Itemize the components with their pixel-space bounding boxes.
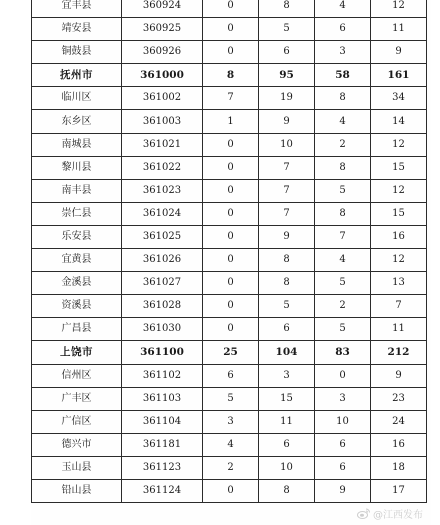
region-code-cell: 361023 [122, 179, 203, 202]
count-cell-1: 25 [203, 341, 259, 364]
region-code-cell: 361000 [122, 64, 203, 87]
document-page [31, 0, 431, 525]
count-cell-2: 3 [259, 364, 315, 387]
table-row [32, 64, 427, 87]
total-cell: 16 [371, 433, 427, 456]
count-cell-2: 8 [259, 0, 315, 18]
table-row [32, 318, 427, 341]
count-cell-1: 0 [203, 18, 259, 41]
region-code-cell: 361104 [122, 410, 203, 433]
total-cell: 9 [371, 41, 427, 64]
total-cell: 17 [371, 479, 427, 502]
count-cell-2: 10 [259, 456, 315, 479]
table-row [32, 479, 427, 502]
region-name-cell: 信州区 [32, 364, 122, 387]
count-cell-1: 6 [203, 364, 259, 387]
count-cell-1: 0 [203, 133, 259, 156]
region-code-cell: 361123 [122, 456, 203, 479]
count-cell-2: 6 [259, 318, 315, 341]
table-row [32, 41, 427, 64]
region-code-cell: 361100 [122, 341, 203, 364]
count-cell-2: 11 [259, 410, 315, 433]
count-cell-3: 8 [315, 87, 371, 110]
region-code-cell: 361022 [122, 156, 203, 179]
count-cell-2: 6 [259, 433, 315, 456]
region-name-cell: 金溪县 [32, 272, 122, 295]
table-row [32, 364, 427, 387]
region-name-cell: 广信区 [32, 410, 122, 433]
total-cell: 34 [371, 87, 427, 110]
region-name-cell: 黎川县 [32, 156, 122, 179]
count-cell-2: 5 [259, 18, 315, 41]
count-cell-1: 0 [203, 41, 259, 64]
count-cell-1: 2 [203, 456, 259, 479]
table-row [32, 272, 427, 295]
weibo-icon [357, 508, 370, 519]
count-cell-3: 6 [315, 456, 371, 479]
count-cell-3: 6 [315, 18, 371, 41]
total-cell: 7 [371, 295, 427, 318]
count-cell-3: 7 [315, 225, 371, 248]
region-code-cell: 361003 [122, 110, 203, 133]
count-cell-3: 10 [315, 410, 371, 433]
table-row [32, 433, 427, 456]
count-cell-3: 8 [315, 156, 371, 179]
count-cell-2: 10 [259, 133, 315, 156]
count-cell-3: 8 [315, 202, 371, 225]
count-cell-3: 58 [315, 64, 371, 87]
count-cell-1: 0 [203, 0, 259, 18]
table-row [32, 133, 427, 156]
region-name-cell: 临川区 [32, 87, 122, 110]
count-cell-1: 4 [203, 433, 259, 456]
total-cell: 15 [371, 156, 427, 179]
total-cell: 24 [371, 410, 427, 433]
region-name-cell: 铅山县 [32, 479, 122, 502]
count-cell-2: 9 [259, 110, 315, 133]
region-code-cell: 361026 [122, 249, 203, 272]
total-cell: 11 [371, 18, 427, 41]
region-code-cell: 361124 [122, 479, 203, 502]
region-code-cell: 361002 [122, 87, 203, 110]
region-name-cell: 崇仁县 [32, 202, 122, 225]
total-cell: 12 [371, 0, 427, 18]
total-cell: 9 [371, 364, 427, 387]
region-code-cell: 361181 [122, 433, 203, 456]
count-cell-3: 5 [315, 318, 371, 341]
total-cell: 16 [371, 225, 427, 248]
table-row [32, 110, 427, 133]
region-code-cell: 361028 [122, 295, 203, 318]
region-code-cell: 360926 [122, 41, 203, 64]
total-cell: 14 [371, 110, 427, 133]
count-cell-1: 0 [203, 156, 259, 179]
total-cell: 13 [371, 272, 427, 295]
region-code-cell: 361021 [122, 133, 203, 156]
region-name-cell: 抚州市 [32, 64, 122, 87]
total-cell: 12 [371, 179, 427, 202]
region-name-cell: 乐安县 [32, 225, 122, 248]
count-cell-1: 5 [203, 387, 259, 410]
count-cell-2: 19 [259, 87, 315, 110]
region-name-cell: 德兴市 [32, 433, 122, 456]
count-cell-3: 4 [315, 0, 371, 18]
count-cell-2: 8 [259, 272, 315, 295]
region-name-cell: 南丰县 [32, 179, 122, 202]
count-cell-3: 3 [315, 387, 371, 410]
count-cell-1: 0 [203, 249, 259, 272]
region-name-cell: 资溪县 [32, 295, 122, 318]
table-row [32, 156, 427, 179]
total-cell: 12 [371, 133, 427, 156]
count-cell-3: 9 [315, 479, 371, 502]
statistics-table [31, 0, 427, 503]
region-name-cell: 靖安县 [32, 18, 122, 41]
region-name-cell: 宜丰县 [32, 0, 122, 18]
count-cell-2: 8 [259, 479, 315, 502]
region-name-cell: 南城县 [32, 133, 122, 156]
total-cell: 12 [371, 249, 427, 272]
region-code-cell: 361103 [122, 387, 203, 410]
table-row [32, 341, 427, 364]
count-cell-2: 8 [259, 249, 315, 272]
table-row [32, 179, 427, 202]
table-row [32, 456, 427, 479]
count-cell-1: 3 [203, 410, 259, 433]
region-name-cell: 广昌县 [32, 318, 122, 341]
total-cell: 212 [371, 341, 427, 364]
region-name-cell: 玉山县 [32, 456, 122, 479]
count-cell-3: 2 [315, 295, 371, 318]
count-cell-2: 104 [259, 341, 315, 364]
count-cell-2: 15 [259, 387, 315, 410]
table-row [32, 225, 427, 248]
count-cell-2: 7 [259, 202, 315, 225]
table-row [32, 295, 427, 318]
count-cell-2: 5 [259, 295, 315, 318]
count-cell-1: 0 [203, 272, 259, 295]
region-name-cell: 铜鼓县 [32, 41, 122, 64]
count-cell-2: 7 [259, 156, 315, 179]
count-cell-1: 0 [203, 295, 259, 318]
count-cell-2: 7 [259, 179, 315, 202]
count-cell-1: 0 [203, 202, 259, 225]
count-cell-2: 6 [259, 41, 315, 64]
count-cell-1: 8 [203, 64, 259, 87]
total-cell: 23 [371, 387, 427, 410]
count-cell-3: 0 [315, 364, 371, 387]
count-cell-1: 0 [203, 479, 259, 502]
region-code-cell: 361030 [122, 318, 203, 341]
region-name-cell: 上饶市 [32, 341, 122, 364]
count-cell-3: 4 [315, 249, 371, 272]
count-cell-3: 6 [315, 433, 371, 456]
count-cell-1: 7 [203, 87, 259, 110]
region-code-cell: 360925 [122, 18, 203, 41]
total-cell: 11 [371, 318, 427, 341]
count-cell-1: 0 [203, 179, 259, 202]
region-code-cell: 360924 [122, 0, 203, 18]
total-cell: 161 [371, 64, 427, 87]
table-row [32, 202, 427, 225]
count-cell-3: 4 [315, 110, 371, 133]
count-cell-1: 0 [203, 225, 259, 248]
count-cell-2: 95 [259, 64, 315, 87]
region-name-cell: 宜黄县 [32, 249, 122, 272]
region-code-cell: 361025 [122, 225, 203, 248]
count-cell-3: 5 [315, 179, 371, 202]
table-row [32, 387, 427, 410]
region-code-cell: 361102 [122, 364, 203, 387]
count-cell-2: 9 [259, 225, 315, 248]
table-row [32, 410, 427, 433]
count-cell-3: 83 [315, 341, 371, 364]
count-cell-3: 3 [315, 41, 371, 64]
count-cell-1: 1 [203, 110, 259, 133]
weibo-watermark [357, 506, 423, 521]
region-code-cell: 361027 [122, 272, 203, 295]
table-row [32, 18, 427, 41]
watermark-text: @江西发布 [373, 510, 423, 521]
table-body [32, 0, 427, 503]
table-row [32, 0, 427, 18]
table-row [32, 87, 427, 110]
total-cell: 18 [371, 456, 427, 479]
total-cell: 15 [371, 202, 427, 225]
region-name-cell: 广丰区 [32, 387, 122, 410]
count-cell-1: 0 [203, 318, 259, 341]
region-code-cell: 361024 [122, 202, 203, 225]
table-row [32, 249, 427, 272]
region-name-cell: 东乡区 [32, 110, 122, 133]
count-cell-3: 5 [315, 272, 371, 295]
count-cell-3: 2 [315, 133, 371, 156]
